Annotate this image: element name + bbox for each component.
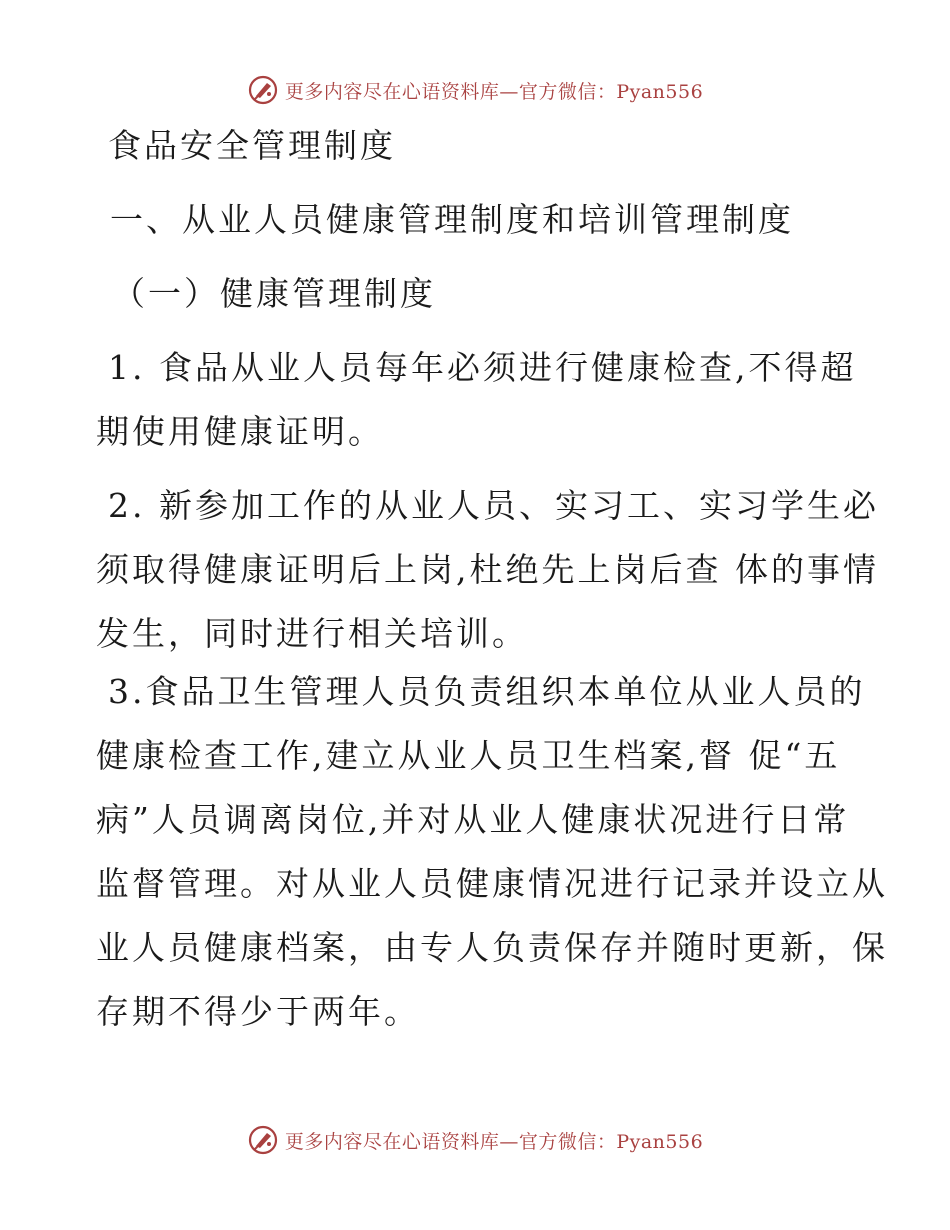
- paragraph-1: [96, 336, 856, 464]
- paragraph-line: 2. 新参加工作的从业人员、实习工、实习学生必: [108, 486, 879, 525]
- document-title: 食品安全管理制度: [108, 126, 396, 165]
- paragraph-line: 存期不得少于两年。: [96, 992, 420, 1031]
- subsection-heading: （一）健康管理制度: [112, 274, 436, 313]
- paragraph-line: 发生，同时进行相关培训。: [96, 614, 528, 653]
- paragraph-3: [96, 660, 888, 1044]
- paragraph-line: 3.食品卫生管理人员负责组织本单位从业人员的: [108, 672, 866, 711]
- paragraph-line: 须取得健康证明后上岗,杜绝先上岗后查 体的事情: [96, 550, 879, 589]
- quill-pen-logo-icon: [247, 1124, 279, 1156]
- paragraph-line: 病”人员调离岗位,并对从业人健康状况进行日常: [96, 800, 850, 839]
- watermark-banner-bottom: [0, 1120, 950, 1160]
- watermark-text: 更多内容尽在心语资料库—官方微信：Pyan556: [284, 80, 704, 103]
- paragraph-line: 业人员健康档案，由专人负责保存并随时更新，保: [96, 928, 888, 967]
- paragraph-line: 1. 食品从业人员每年必须进行健康检查,不得超: [108, 348, 857, 387]
- watermark-text: 更多内容尽在心语资料库—官方微信：Pyan556: [284, 1130, 704, 1153]
- quill-pen-logo-icon: [247, 74, 279, 106]
- paragraph-line: 监督管理。对从业人员健康情况进行记录并设立从: [96, 864, 888, 903]
- watermark-banner-top: [0, 70, 950, 110]
- paragraph-2: [96, 474, 879, 666]
- section-heading: 一、从业人员健康管理制度和培训管理制度: [110, 200, 794, 239]
- paragraph-line: 期使用健康证明。: [96, 412, 384, 451]
- paragraph-line: 健康检查工作,建立从业人员卫生档案,督 促“五: [96, 736, 841, 775]
